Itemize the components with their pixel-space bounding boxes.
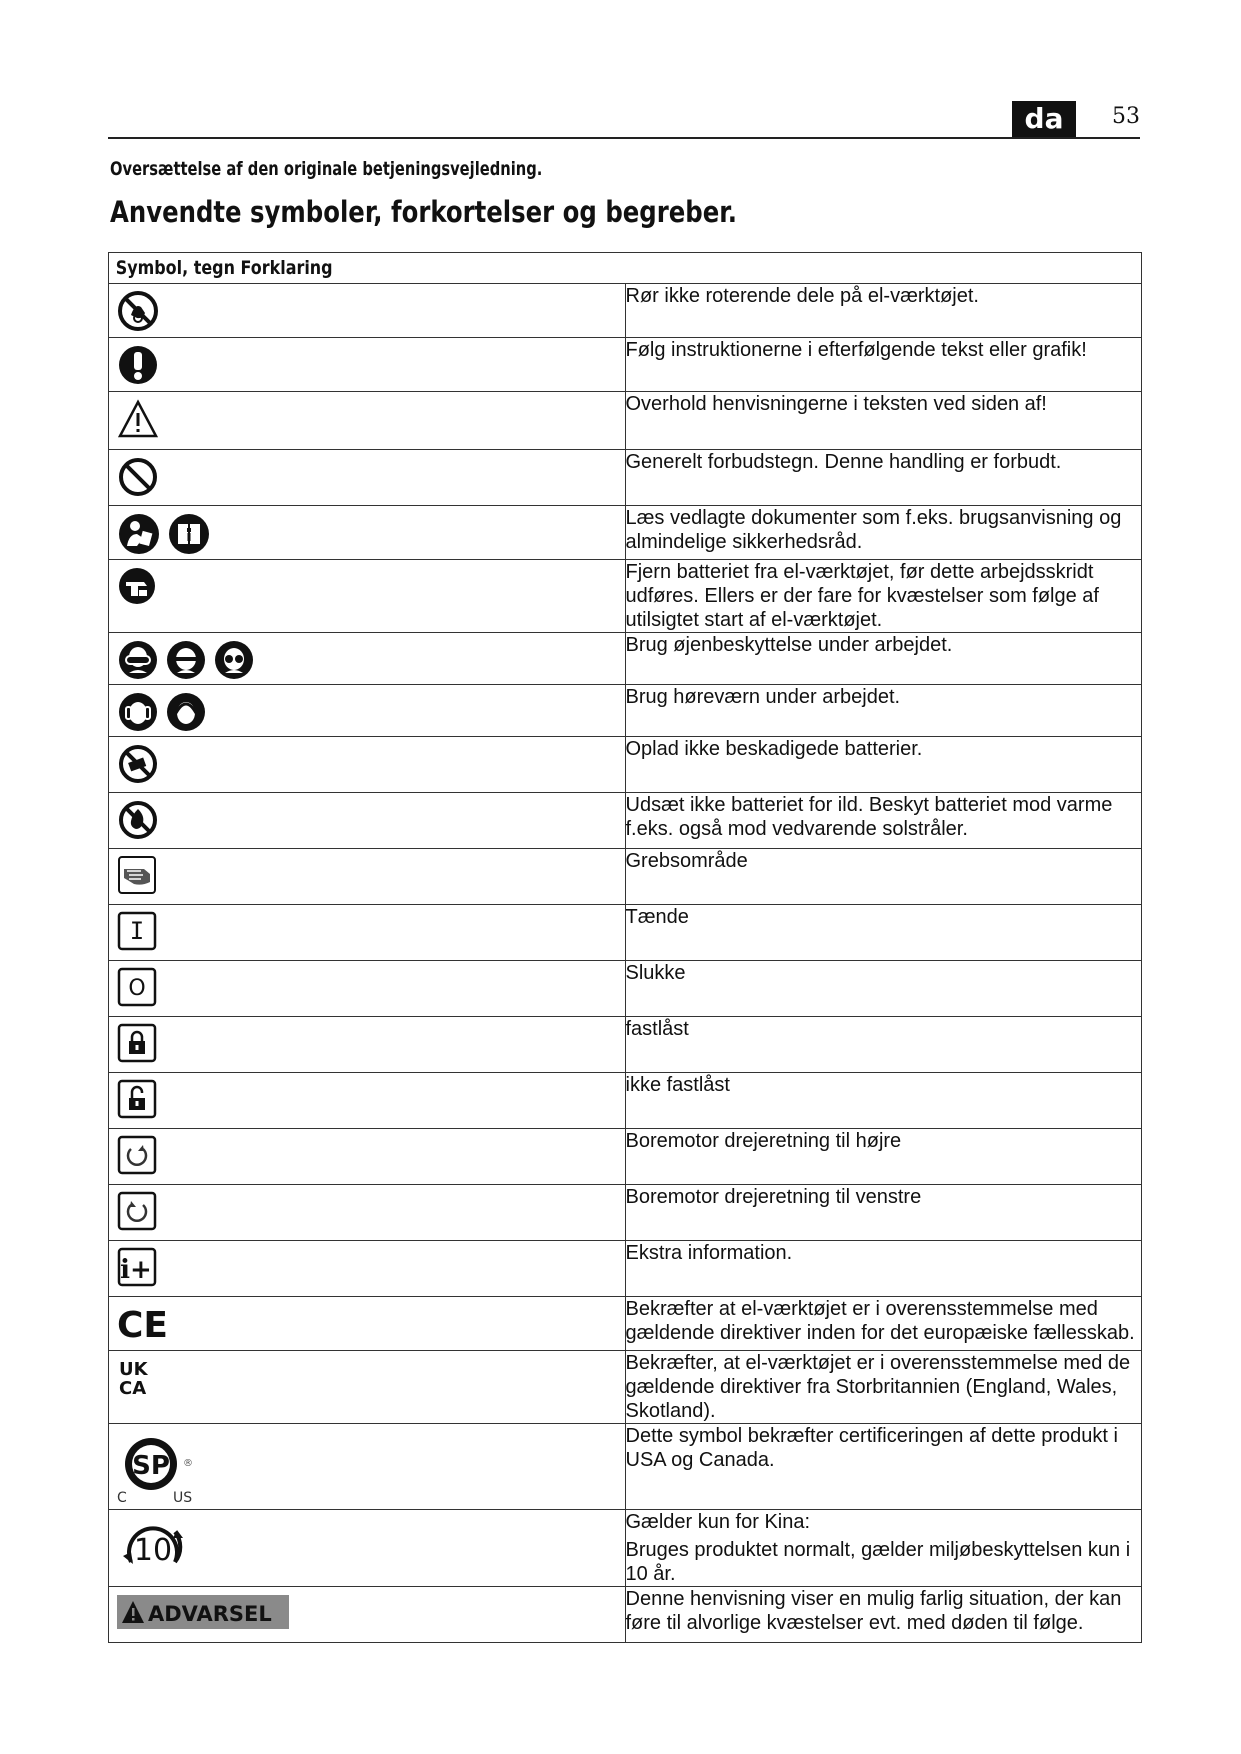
row-text: Udsæt ikke batteriet for ild. Beskyt batteriet mod varme f.eks. også mod vedvarende solstråler. [625, 793, 1142, 849]
warning-triangle-icon [117, 398, 159, 440]
document-subtitle: Oversættelse af den originale betjeningsvejledning. [110, 158, 543, 180]
info-plus-icon [117, 1247, 157, 1287]
table-row [109, 961, 1142, 1017]
table-row [109, 737, 1142, 793]
svg-text:®: ® [183, 1458, 193, 1469]
rotate-right-icon [117, 1135, 157, 1175]
lock-open-icon [117, 1079, 157, 1119]
table-row [109, 560, 1142, 633]
table-row [109, 1129, 1142, 1185]
power-off-icon [117, 967, 157, 1007]
advarsel-label-icon [117, 1595, 289, 1629]
svg-text:CA: CA [119, 1378, 147, 1399]
remove-battery-icon [117, 566, 157, 606]
table-row [109, 284, 1142, 338]
row-text: Rør ikke roterende dele på el-værktøjet. [625, 284, 1142, 338]
table-row [109, 392, 1142, 450]
table-row [109, 1587, 1142, 1643]
lock-closed-icon [117, 1023, 157, 1063]
grip-area-icon [117, 855, 157, 895]
table-row [109, 633, 1142, 685]
row-text: Brug øjenbeskyttelse under arbejdet. [625, 633, 1142, 685]
row-text: Læs vedlagte dokumenter som f.eks. brugsanvisning og almindelige sikkerhedsråd. [625, 506, 1142, 560]
no-fire-battery-icon [117, 799, 159, 841]
language-badge: da [1012, 101, 1076, 137]
no-charge-damaged-battery-icon [117, 743, 159, 785]
manual-book-icon [167, 512, 211, 556]
svg-text:UK: UK [119, 1359, 148, 1380]
do-not-touch-rotating-icon [117, 290, 159, 332]
table-row [109, 685, 1142, 737]
row-text: Denne henvisning viser en mulig farlig situation, der kan føre til alvorlige kvæstelser evt. med døden til følge. [625, 1587, 1142, 1643]
svg-text:CE: CE [117, 1305, 169, 1343]
row-text: Bekræfter at el-værktøjet er i overensstemmelse med gældende direktiver inden for det europæiske fællesskab. [625, 1297, 1142, 1351]
table-header: Symbol, tegn Forklaring [109, 253, 1142, 284]
table-row [109, 1297, 1142, 1351]
table-row [109, 1351, 1142, 1424]
row-text: fastlåst [625, 1017, 1142, 1073]
table-row [109, 1424, 1142, 1510]
svg-text:O: O [128, 976, 146, 1001]
table-row [109, 849, 1142, 905]
ukca-mark-icon [117, 1357, 157, 1399]
row-text: Ekstra information. [625, 1241, 1142, 1297]
table-row [109, 793, 1142, 849]
goggles-icon [117, 639, 159, 681]
row-text: Fjern batteriet fra el-værktøjet, før dette arbejdsskridt udføres. Ellers er der fare for kvæstelser som følge af utilsigtet start af el-værktøjet. [625, 560, 1142, 633]
row-text: Slukke [625, 961, 1142, 1017]
header-rule [108, 137, 1140, 139]
svg-text:US: US [173, 1490, 193, 1506]
row-text-line-2: Bruges produktet normalt, gælder miljøbeskyttelsen kun i 10 år. [625, 1539, 1131, 1585]
row-text: Boremotor drejeretning til højre [625, 1129, 1142, 1185]
safety-glasses-icon [213, 639, 255, 681]
table-row [109, 338, 1142, 392]
row-text: Generelt forbudstegn. Denne handling er forbudt. [625, 450, 1142, 506]
face-shield-icon [165, 639, 207, 681]
row-text: Grebsområde [625, 849, 1142, 905]
row-text-line-1: Gælder kun for Kina: [625, 1511, 811, 1533]
table-row [109, 506, 1142, 560]
table-row [109, 1073, 1142, 1129]
table-header-row [109, 253, 1142, 284]
row-text: Overhold henvisningerne i teksten ved siden af! [625, 392, 1142, 450]
row-text: Bekræfter, at el-værktøjet er i overensstemmelse med de gældende direktiver fra Storbritannien (England, Wales, Skotland). [625, 1351, 1142, 1424]
row-text [625, 1510, 1142, 1587]
svg-text:i+: i+ [120, 1255, 152, 1285]
table-row [109, 1241, 1142, 1297]
ce-mark-icon [117, 1303, 169, 1343]
row-text: ikke fastlåst [625, 1073, 1142, 1129]
table-row [109, 1185, 1142, 1241]
china-10-year-icon [117, 1516, 189, 1580]
svg-text:I: I [129, 917, 145, 945]
read-manual-icon [117, 512, 161, 556]
rotate-left-icon [117, 1191, 157, 1231]
table-row [109, 1510, 1142, 1587]
svg-text:ADVARSEL: ADVARSEL [148, 1602, 272, 1626]
svg-text:C: C [117, 1490, 127, 1506]
row-text: Boremotor drejeretning til venstre [625, 1185, 1142, 1241]
power-on-icon [117, 911, 157, 951]
ear-muffs-icon [165, 691, 207, 733]
svg-text:10: 10 [133, 1533, 173, 1568]
csa-mark-icon [117, 1430, 207, 1506]
table-row [109, 450, 1142, 506]
page-title: Anvendte symboler, forkortelser og begreber. [110, 195, 738, 229]
symbol-table [108, 252, 1142, 1643]
ear-protection-icon [117, 691, 159, 733]
row-text: Tænde [625, 905, 1142, 961]
row-text: Dette symbol bekræfter certificeringen af dette produkt i USA og Canada. [625, 1424, 1142, 1510]
exclamation-icon [117, 344, 159, 386]
table-row [109, 1017, 1142, 1073]
svg-text:SP: SP [132, 1451, 170, 1481]
row-text: Følg instruktionerne i efterfølgende tekst eller grafik! [625, 338, 1142, 392]
row-text: Brug høreværn under arbejdet. [625, 685, 1142, 737]
row-text: Oplad ikke beskadigede batterier. [625, 737, 1142, 793]
page-number: 53 [1112, 104, 1140, 129]
table-row [109, 905, 1142, 961]
prohibition-icon [117, 456, 159, 498]
